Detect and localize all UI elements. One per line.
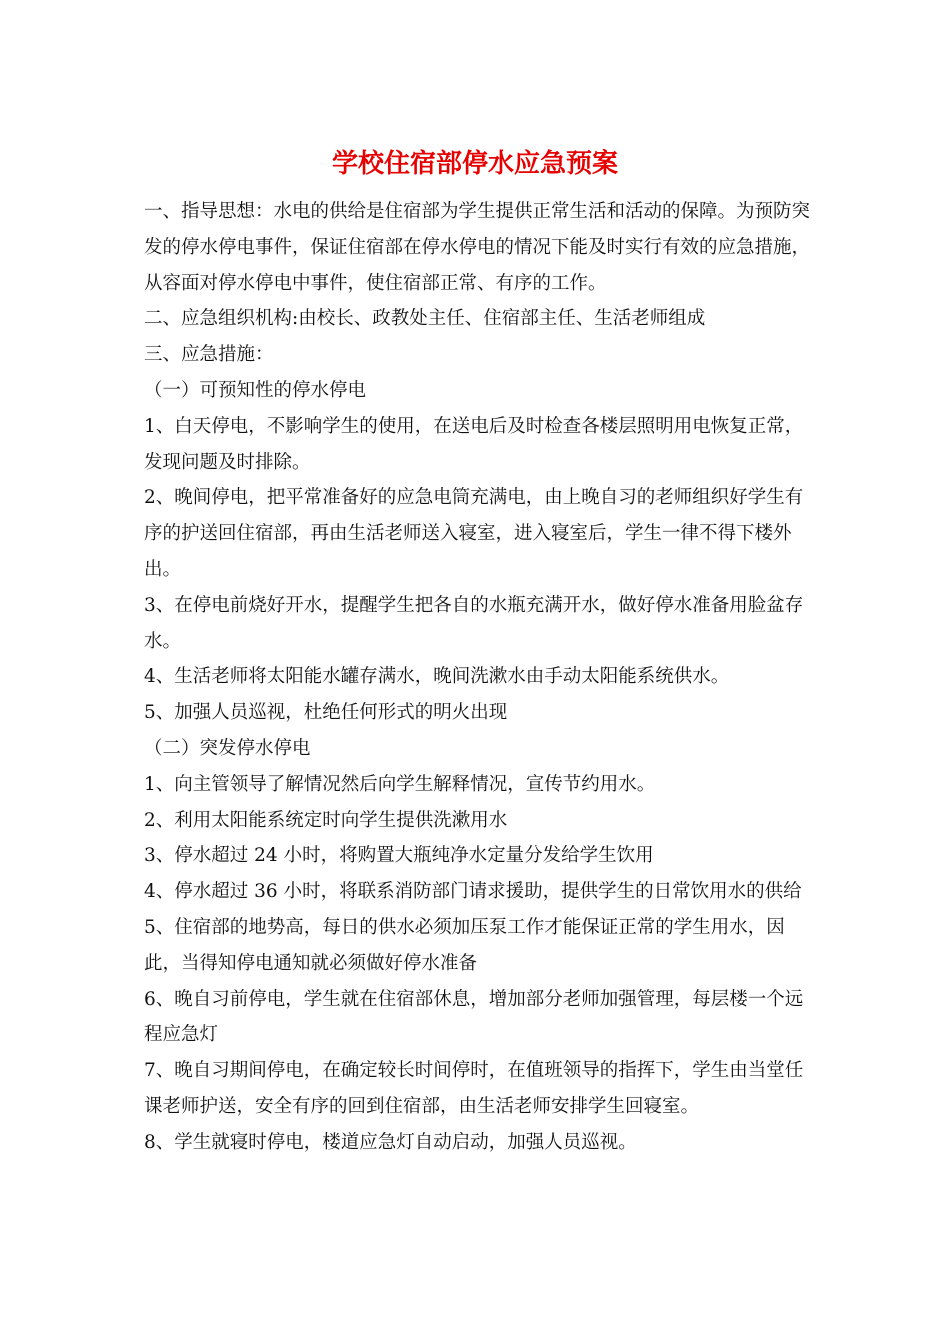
paragraph: （二）突发停水停电 bbox=[144, 737, 311, 759]
document-title: 学校住宿部停水应急预案 bbox=[331, 149, 618, 179]
paragraph: 3、停水超过 24 小时，将购置大瓶纯净水定量分发给学生饮用 bbox=[144, 845, 654, 867]
paragraph: 2、晚间停电，把平常准备好的应急电筒充满电，由上晚自习的老师组织好学生有序的护送回住宿部，再由生活老师送入寝室，进入寝室后，学生一律不得下楼外出。 bbox=[144, 487, 804, 580]
paragraph: 1、白天停电，不影响学生的使用，在送电后及时检查各楼层照明用电恢复正常，发现问题及时排除。 bbox=[144, 415, 804, 473]
paragraph: 1、向主管领导了解情况然后向学生解释情况，宣传节约用水。 bbox=[144, 773, 656, 795]
paragraph: 4、生活老师将太阳能水罐存满水，晚间洗漱水由手动太阳能系统供水。 bbox=[144, 666, 730, 688]
paragraph: 8、学生就寝时停电，楼道应急灯自动启动，加强人员巡视。 bbox=[144, 1131, 637, 1153]
document-body bbox=[144, 194, 816, 1161]
paragraph: 2、利用太阳能系统定时向学生提供洗漱用水 bbox=[144, 809, 508, 831]
paragraph: （一）可预知性的停水停电 bbox=[144, 379, 367, 401]
paragraph: 三、应急措施： bbox=[144, 344, 274, 366]
paragraph: 二、应急组织机构:由校长、政教处主任、住宿部主任、生活老师组成 bbox=[144, 308, 706, 330]
paragraph: 4、停水超过 36 小时，将联系消防部门请求援助，提供学生的日常饮用水的供给 bbox=[144, 881, 802, 903]
paragraph: 7、晚自习期间停电，在确定较长时间停时，在值班领导的指挥下，学生由当堂任课老师护送，安全有序的回到住宿部，由生活老师安排学生回寝室。 bbox=[144, 1060, 804, 1117]
paragraph: 5、住宿部的地势高，每日的供水必须加压泵工作才能保证正常的学生用水，因此，当得知停电通知就必须做好停水准备 bbox=[144, 916, 785, 974]
paragraph: 一、指导思想：水电的供给是住宿部为学生提供正常生活和活动的保障。为预防突发的停水停电事件，保证住宿部在停水停电的情况下能及时实行有效的应急措施，从容面对停水停电中事件，使住宿部正常、有序的工作。 bbox=[144, 201, 811, 294]
paragraph: 3、在停电前烧好开水，提醒学生把各自的水瓶充满开水，做好停水准备用脸盆存水。 bbox=[144, 594, 804, 652]
paragraph: 6、晚自习前停电，学生就在住宿部休息，增加部分老师加强管理，每层楼一个远程应急灯 bbox=[144, 988, 804, 1046]
paragraph: 5、加强人员巡视，杜绝任何形式的明火出现 bbox=[144, 702, 508, 724]
